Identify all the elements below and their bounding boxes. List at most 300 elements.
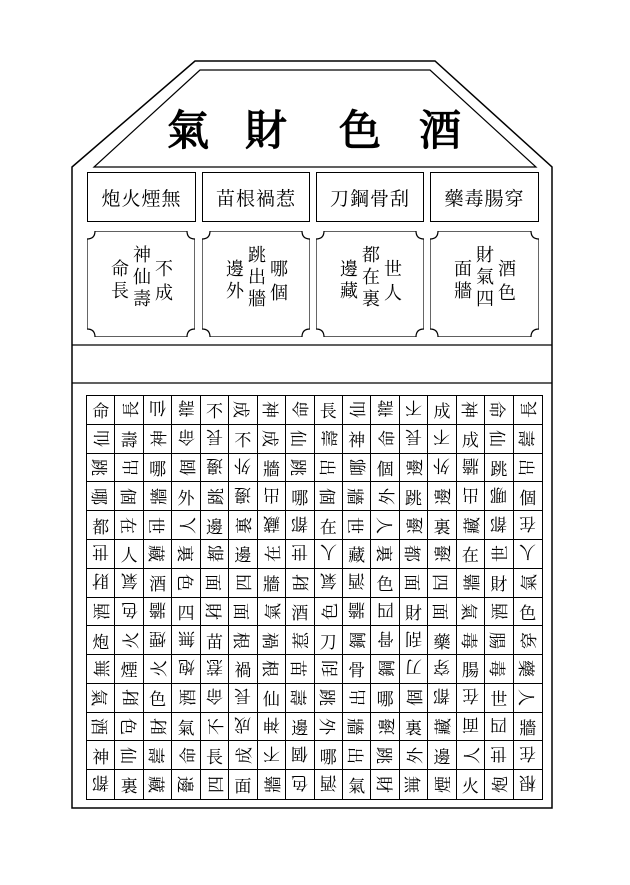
grid-char: 外 <box>177 488 195 509</box>
grid-cell <box>400 396 428 425</box>
grid-char: 骨 <box>348 661 366 682</box>
poem-1-char-3: 命 <box>111 259 129 280</box>
poem-1-char-6: 長 <box>111 281 129 302</box>
grid-char: 長 <box>405 426 423 447</box>
grid-cell <box>286 511 314 540</box>
grid-cell <box>229 684 257 713</box>
grid-char: 煙 <box>120 661 138 682</box>
grid-char: 牆 <box>263 776 284 794</box>
grid-char: 邊 <box>406 458 427 476</box>
grid-char: 色 <box>120 598 138 619</box>
grid-cell <box>428 540 456 569</box>
poem-1-char-7: 壽 <box>133 289 151 310</box>
grid-cell <box>343 482 371 511</box>
grid-cell <box>229 396 257 425</box>
phrase-box-3 <box>316 172 424 222</box>
grid-cell <box>457 540 485 569</box>
grid-cell <box>457 454 485 483</box>
grid-char: 跳 <box>206 487 227 505</box>
grid-char: 跳 <box>315 689 336 707</box>
grid-char: 藏 <box>145 545 166 563</box>
grid-cell <box>286 770 314 799</box>
grid-char: 火 <box>121 631 142 649</box>
poem-2-char-7: 牆 <box>248 289 266 310</box>
grid-cell <box>286 713 314 742</box>
grid-cell <box>286 540 314 569</box>
grid-char: 命 <box>292 401 313 419</box>
grid-char: 出 <box>262 483 280 504</box>
grid-char: 外 <box>377 487 398 505</box>
phrase-text-1: 炮火煙無 <box>101 187 182 210</box>
grid-char: 酒 <box>93 602 114 620</box>
grid-char: 藥 <box>433 632 451 653</box>
grid-cell <box>115 626 143 655</box>
grid-char: 人 <box>120 546 138 567</box>
grid-cell <box>457 741 485 770</box>
grid-cell <box>258 569 286 598</box>
grid-char: 仙 <box>287 430 308 448</box>
grid-cell <box>115 655 143 684</box>
grid-cell <box>485 425 513 454</box>
grid-cell <box>144 713 172 742</box>
grid-char: 神 <box>150 430 171 448</box>
grid-char: 個 <box>116 487 137 505</box>
grid-char: 哪 <box>349 458 370 476</box>
grid-cell <box>87 396 115 425</box>
grid-cell <box>258 454 286 483</box>
grid-char: 牆 <box>344 718 365 736</box>
grid-char: 裏 <box>405 719 423 740</box>
grid-cell <box>229 482 257 511</box>
grid-cell <box>286 598 314 627</box>
grid-char: 在 <box>519 742 537 763</box>
grid-cell <box>286 655 314 684</box>
grid-char: 不 <box>405 397 423 418</box>
grid-char: 惹 <box>205 656 223 677</box>
grid-char: 神 <box>258 401 279 419</box>
grid-cell <box>485 713 513 742</box>
grid-cell <box>172 713 200 742</box>
grid-char: 藏 <box>145 776 166 794</box>
grid-char: 邊 <box>205 517 223 538</box>
grid-char: 不 <box>205 402 223 423</box>
grid-cell <box>343 684 371 713</box>
grid-char: 在 <box>461 685 479 706</box>
grid-char: 骨 <box>376 627 394 648</box>
grid-cell <box>457 482 485 511</box>
grid-cell <box>258 511 286 540</box>
grid-cell <box>400 741 428 770</box>
grid-char: 牆 <box>461 454 479 475</box>
grid-char: 腸 <box>461 661 479 682</box>
grid-char: 人 <box>319 541 337 562</box>
grid-char: 個 <box>315 487 336 505</box>
grid-char: 裏 <box>173 545 194 563</box>
grid-cell <box>457 569 485 598</box>
grid-char: 色 <box>173 574 194 592</box>
grid-cell <box>258 770 286 799</box>
grid-char: 都 <box>92 517 110 538</box>
grid-cell <box>315 741 343 770</box>
grid-char: 個 <box>406 689 427 707</box>
grid-cell <box>343 598 371 627</box>
poem-3-char-3: 邊 <box>340 259 358 280</box>
grid-char: 個 <box>291 742 309 763</box>
grid-cell <box>229 425 257 454</box>
grid-cell <box>87 482 115 511</box>
title-char-jiu: 酒 <box>418 106 461 155</box>
grid-cell <box>286 482 314 511</box>
phrase-text-4: 藥毒腸穿 <box>444 187 525 210</box>
grid-char: 酒 <box>291 603 309 624</box>
grid-cell <box>258 482 286 511</box>
grid-char: 哪 <box>149 459 167 480</box>
grid-cell <box>428 425 456 454</box>
grid-cell <box>286 741 314 770</box>
grid-cell <box>258 425 286 454</box>
grid-cell <box>229 713 257 742</box>
grid-cell <box>258 598 286 627</box>
grid-cell <box>172 540 200 569</box>
grid-char: 神 <box>348 431 366 452</box>
grid-char: 在 <box>263 545 284 563</box>
grid-char: 哪 <box>319 747 337 768</box>
grid-cell <box>371 569 399 598</box>
grid-cell <box>343 540 371 569</box>
grid-cell <box>400 569 428 598</box>
grid-char: 人 <box>178 516 199 534</box>
grid-cell <box>457 655 485 684</box>
grid-cell <box>428 770 456 799</box>
phrase-box-1 <box>87 172 196 222</box>
grid-cell <box>485 741 513 770</box>
grid-cell <box>258 684 286 713</box>
grid-char: 根 <box>230 631 251 649</box>
poem-box-1 <box>87 231 195 337</box>
grid-char: 財 <box>92 570 110 591</box>
grid-cell <box>514 655 542 684</box>
grid-char: 不 <box>206 718 227 736</box>
grid-char: 炮 <box>491 776 512 794</box>
grid-char: 出 <box>315 458 336 476</box>
grid-char: 出 <box>461 483 479 504</box>
grid-char: 仙 <box>349 401 370 419</box>
grid-cell <box>87 713 115 742</box>
poem-3-char-4: 在 <box>362 267 380 288</box>
grid-cell <box>514 713 542 742</box>
poem-3-char-1: 都 <box>362 245 380 266</box>
grid-char: 世 <box>291 541 309 562</box>
grid-char: 仙 <box>93 430 114 448</box>
grid-char: 壽 <box>120 431 138 452</box>
grid-cell <box>428 713 456 742</box>
grid-cell <box>172 741 200 770</box>
grid-char: 邊 <box>377 718 398 736</box>
grid-cell <box>172 655 200 684</box>
grid-char: 都 <box>92 772 110 793</box>
grid-char: 財 <box>150 718 171 736</box>
grid-char: 世 <box>491 545 512 563</box>
grid-cell <box>371 540 399 569</box>
grid-cell <box>514 396 542 425</box>
grid-cell <box>371 655 399 684</box>
character-grid-cells <box>86 395 543 800</box>
grid-cell <box>315 655 343 684</box>
grid-cell <box>115 684 143 713</box>
grid-char: 藥 <box>515 660 536 678</box>
grid-char: 人 <box>515 689 536 707</box>
grid-char: 壽 <box>320 430 341 448</box>
grid-char: 世 <box>490 742 508 763</box>
grid-cell <box>144 396 172 425</box>
grid-cell <box>428 598 456 627</box>
grid-cell <box>229 598 257 627</box>
grid-cell <box>315 713 343 742</box>
grid-char: 不 <box>234 431 252 452</box>
grid-cell <box>286 396 314 425</box>
grid-cell <box>343 396 371 425</box>
grid-cell <box>457 511 485 540</box>
grid-char: 成 <box>234 714 252 735</box>
grid-char: 四 <box>376 598 394 619</box>
grid-cell <box>343 741 371 770</box>
grid-cell <box>87 425 115 454</box>
title-char-qi: 氣 <box>166 106 209 155</box>
grid-char: 長 <box>319 402 337 423</box>
grid-char: 炮 <box>177 656 195 677</box>
grid-cell <box>172 569 200 598</box>
grid-cell <box>115 741 143 770</box>
grid-cell <box>428 569 456 598</box>
grid-cell <box>371 396 399 425</box>
grid-cell <box>400 626 428 655</box>
grid-cell <box>457 396 485 425</box>
grid-cell <box>87 511 115 540</box>
grid-cell <box>201 713 229 742</box>
grid-cell <box>485 770 513 799</box>
grid-cell <box>201 741 229 770</box>
grid-char: 根 <box>258 660 279 678</box>
grid-cell <box>315 482 343 511</box>
grid-char: 成 <box>258 430 279 448</box>
grid-char: 仙 <box>486 430 507 448</box>
grid-cell <box>400 482 428 511</box>
grid-cell <box>87 626 115 655</box>
grid-char: 命 <box>177 426 195 447</box>
grid-char: 面 <box>201 574 222 592</box>
grid-char: 刀 <box>319 632 337 653</box>
grid-char: 氣 <box>263 602 284 620</box>
grid-char: 長 <box>121 401 142 419</box>
poem-1-char-2: 不 <box>155 259 173 280</box>
poem-4-char-6: 牆 <box>454 281 472 302</box>
grid-char: 無 <box>93 660 114 678</box>
grid-cell <box>485 626 513 655</box>
grid-char: 命 <box>377 430 398 448</box>
grid-char: 出 <box>344 746 365 764</box>
grid-cell <box>201 655 229 684</box>
grid-char: 神 <box>457 401 478 419</box>
grid-cell <box>144 482 172 511</box>
grid-cell <box>315 598 343 627</box>
grid-cell <box>371 770 399 799</box>
grid-char: 不 <box>433 426 451 447</box>
grid-char: 不 <box>262 742 280 763</box>
grid-char: 在 <box>116 516 137 534</box>
grid-char: 仙 <box>149 397 167 418</box>
grid-char: 成 <box>433 402 451 423</box>
grid-cell <box>258 655 286 684</box>
grid-char: 色 <box>376 575 394 596</box>
grid-cell <box>428 482 456 511</box>
grid-char: 跳 <box>88 458 109 476</box>
grid-cell <box>485 655 513 684</box>
grid-char: 財 <box>292 574 313 592</box>
grid-cell <box>172 598 200 627</box>
grid-char: 邊 <box>434 545 455 563</box>
phrase-box-4 <box>430 172 539 222</box>
grid-cell <box>201 482 229 511</box>
grid-cell <box>115 425 143 454</box>
grid-char: 跳 <box>490 459 508 480</box>
grid-char: 長 <box>520 401 541 419</box>
grid-cell <box>343 655 371 684</box>
grid-cell <box>286 684 314 713</box>
grid-cell <box>201 511 229 540</box>
grid-char: 牆 <box>262 575 280 596</box>
grid-char: 腸 <box>486 631 507 649</box>
grid-cell <box>315 396 343 425</box>
grid-cell <box>514 482 542 511</box>
grid-char: 色 <box>519 603 537 624</box>
grid-cell <box>229 454 257 483</box>
grid-cell <box>115 511 143 540</box>
grid-cell <box>144 626 172 655</box>
poem-3-char-7: 裏 <box>362 289 380 310</box>
grid-char: 牆 <box>348 598 366 619</box>
poem-4-char-7: 四 <box>476 289 494 310</box>
grid-char: 裏 <box>372 545 393 563</box>
grid-char: 色 <box>291 772 309 793</box>
grid-char: 哪 <box>376 690 394 711</box>
grid-char: 煙 <box>434 776 455 794</box>
grid-char: 四 <box>177 603 195 624</box>
grid-cell <box>201 569 229 598</box>
phrase-text-3: 刀鋼骨刮 <box>329 187 410 210</box>
grid-char: 長 <box>205 747 223 768</box>
poem-2-char-3: 邊 <box>226 259 244 280</box>
grid-cell <box>201 684 229 713</box>
grid-char: 氣 <box>348 777 366 798</box>
grid-cell <box>315 454 343 483</box>
grid-cell <box>315 569 343 598</box>
grid-char: 刀 <box>405 656 423 677</box>
grid-char: 命 <box>92 402 110 423</box>
grid-char: 裏 <box>120 777 138 798</box>
grid-char: 酒 <box>149 575 167 596</box>
grid-cell <box>343 770 371 799</box>
grid-char: 個 <box>376 459 394 480</box>
grid-char: 個 <box>519 488 537 509</box>
grid-cell <box>514 770 542 799</box>
grid-char: 色 <box>116 718 137 736</box>
grid-cell <box>514 511 542 540</box>
grid-char: 世 <box>92 541 110 562</box>
grid-cell <box>144 598 172 627</box>
grid-char: 財 <box>490 575 508 596</box>
grid-char: 世 <box>145 516 166 534</box>
grid-cell <box>400 454 428 483</box>
grid-cell <box>514 540 542 569</box>
grid-cell <box>400 684 428 713</box>
grid-char: 都 <box>291 512 309 533</box>
grid-cell <box>400 598 428 627</box>
grid-cell <box>87 741 115 770</box>
grid-char: 氣 <box>120 570 138 591</box>
grid-cell <box>400 770 428 799</box>
grid-cell <box>371 425 399 454</box>
grid-char: 成 <box>235 746 256 764</box>
poem-4-char-5: 色 <box>498 283 516 304</box>
grid-cell <box>258 626 286 655</box>
grid-cell <box>428 396 456 425</box>
grid-cell <box>371 741 399 770</box>
poem-box-4 <box>430 231 539 337</box>
grid-cell <box>144 511 172 540</box>
grid-cell <box>315 684 343 713</box>
character-grid <box>86 395 543 800</box>
grid-char: 火 <box>461 777 479 798</box>
grid-cell <box>286 425 314 454</box>
poem-2-char-1: 跳 <box>248 245 266 266</box>
grid-cell <box>485 540 513 569</box>
grid-cell <box>400 511 428 540</box>
grid-char: 邊 <box>173 776 194 794</box>
grid-char: 煙 <box>149 627 167 648</box>
grid-cell <box>115 569 143 598</box>
grid-cell <box>315 425 343 454</box>
grid-char: 長 <box>205 426 223 447</box>
poem-box-3 <box>316 231 424 337</box>
grid-char: 哪 <box>88 487 109 505</box>
grid-char: 仙 <box>116 746 137 764</box>
grid-cell <box>457 684 485 713</box>
grid-char: 財 <box>405 603 423 624</box>
grid-cell <box>144 540 172 569</box>
title-char-se: 色 <box>338 106 381 155</box>
grid-char: 命 <box>486 401 507 419</box>
grid-cell <box>371 511 399 540</box>
grid-cell <box>485 684 513 713</box>
poem-box-2 <box>202 231 310 337</box>
grid-cell <box>514 741 542 770</box>
grid-char: 氣 <box>88 689 109 707</box>
poem-4-char-2: 酒 <box>498 259 516 280</box>
grid-cell <box>428 454 456 483</box>
grid-char: 藏 <box>348 546 366 567</box>
grid-char: 惹 <box>292 631 313 649</box>
poem-1-char-1: 神 <box>133 245 151 266</box>
grid-cell <box>229 626 257 655</box>
grid-cell <box>115 713 143 742</box>
poem-2-char-2: 哪 <box>270 259 288 280</box>
grid-char: 色 <box>149 690 167 711</box>
grid-cell <box>514 454 542 483</box>
grid-cell <box>115 598 143 627</box>
grid-cell <box>343 569 371 598</box>
grid-char: 刮 <box>405 627 423 648</box>
grid-char: 世 <box>490 690 508 711</box>
